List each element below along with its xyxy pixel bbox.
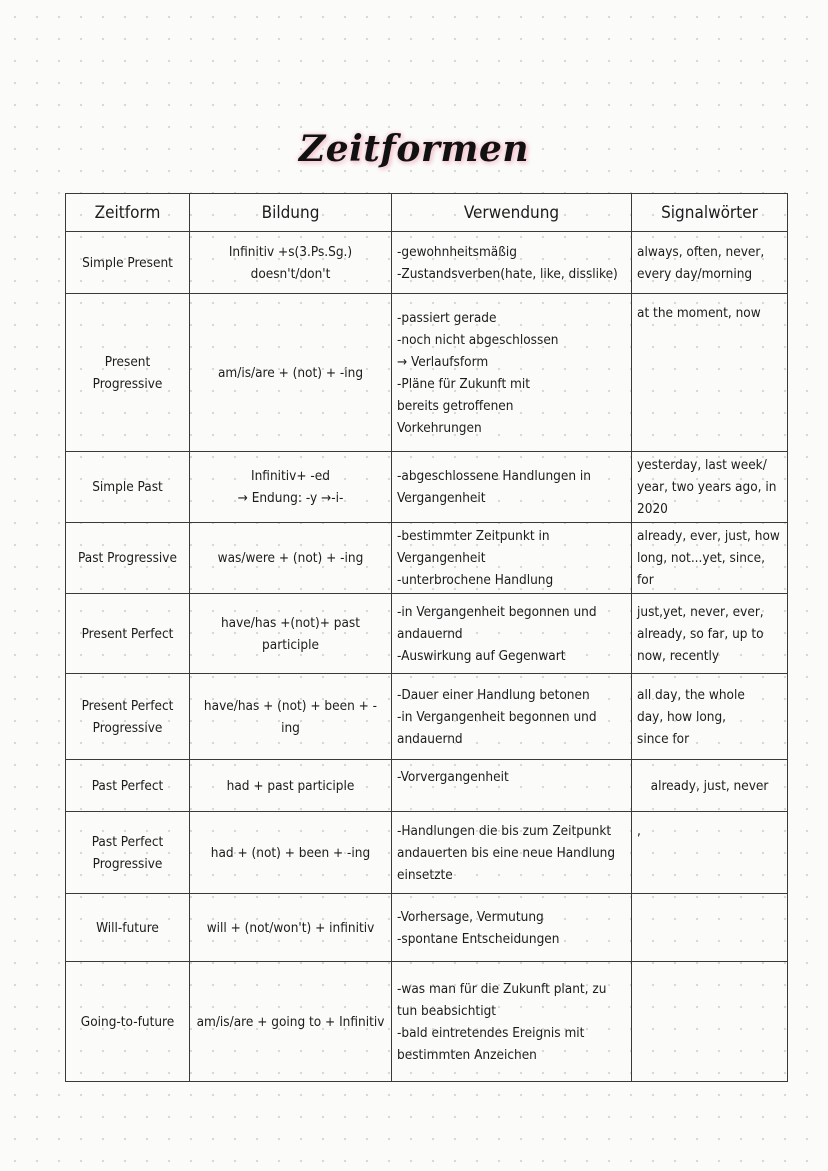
usage-cell: -Handlungen die bis zum Zeitpunkt andauerten bis eine neue Handlung einsetzte [392,812,632,894]
table-row [66,594,788,674]
usage-cell: -Dauer einer Handlung betonen -in Vergangenheit begonnen und andauernd [392,674,632,760]
form-cell: Infinitiv +s(3.Ps.Sg.) doesn't/don't [190,232,392,294]
tense-cell: Past Perfect [66,760,190,812]
form-cell: will + (not/won't) + infinitiv [190,894,392,962]
table-row [66,812,788,894]
signal-cell: yesterday, last week/ year, two years ago, in 2020 [632,452,788,523]
header-usage: Verwendung [392,194,632,232]
table-row [66,523,788,594]
table-row [66,962,788,1082]
form-cell: Infinitiv+ -ed → Endung: -y →-i- [190,452,392,523]
table-row [66,674,788,760]
table-row [66,452,788,523]
usage-cell: -bestimmter Zeitpunkt in Vergangenheit -unterbrochene Handlung [392,523,632,594]
usage-cell: -was man für die Zukunft plant, zu tun beabsichtigt -bald eintretendes Ereignis mit bestimmten Anzeichen [392,962,632,1082]
tense-cell: Simple Past [66,452,190,523]
form-cell: have/has + (not) + been + -ing [190,674,392,760]
header-form: Bildung [190,194,392,232]
tense-cell: Past Progressive [66,523,190,594]
tense-cell: Present Perfect [66,594,190,674]
table-row [66,894,788,962]
signal-cell: always, often, never, every day/morning [632,232,788,294]
tense-cell: Past Perfect Progressive [66,812,190,894]
form-cell: had + past participle [190,760,392,812]
tense-cell: Simple Present [66,232,190,294]
usage-cell: -passiert gerade -noch nicht abgeschlossen → Verlaufsform -Pläne für Zukunft mit bereits getroffenen Vorkehrungen [392,294,632,452]
page-title: Zeitformen [298,128,530,170]
header-signal: Signalwörter [632,194,788,232]
signal-cell: all day, the whole day, how long, since for [632,674,788,760]
signal-cell: just,yet, never, ever, already, so far, up to now, recently [632,594,788,674]
table-row [66,232,788,294]
header-tense: Zeitform [66,194,190,232]
tenses-table [65,193,788,1082]
signal-cell: at the moment, now [632,294,788,452]
signal-cell: already, just, never [632,760,788,812]
signal-cell: , [632,812,788,894]
tense-cell: Going-to-future [66,962,190,1082]
header-row [66,194,788,232]
table-row [66,294,788,452]
tense-cell: Will-future [66,894,190,962]
form-cell: am/is/are + going to + Infinitiv [190,962,392,1082]
usage-cell: -Vorvergangenheit [392,760,632,812]
signal-cell [632,962,788,1082]
tense-cell: Present Perfect Progressive [66,674,190,760]
usage-cell: -in Vergangenheit begonnen und andauernd -Auswirkung auf Gegenwart [392,594,632,674]
usage-cell: -abgeschlossene Handlungen in Vergangenheit [392,452,632,523]
form-cell: was/were + (not) + -ing [190,523,392,594]
tense-cell: Present Progressive [66,294,190,452]
usage-cell: -Vorhersage, Vermutung -spontane Entscheidungen [392,894,632,962]
form-cell: have/has +(not)+ past participle [190,594,392,674]
signal-cell [632,894,788,962]
table-row [66,760,788,812]
usage-cell: -gewohnheitsmäßig -Zustandsverben(hate, like, disslike) [392,232,632,294]
form-cell: had + (not) + been + -ing [190,812,392,894]
signal-cell: already, ever, just, how long, not...yet, since, for [632,523,788,594]
form-cell: am/is/are + (not) + -ing [190,294,392,452]
